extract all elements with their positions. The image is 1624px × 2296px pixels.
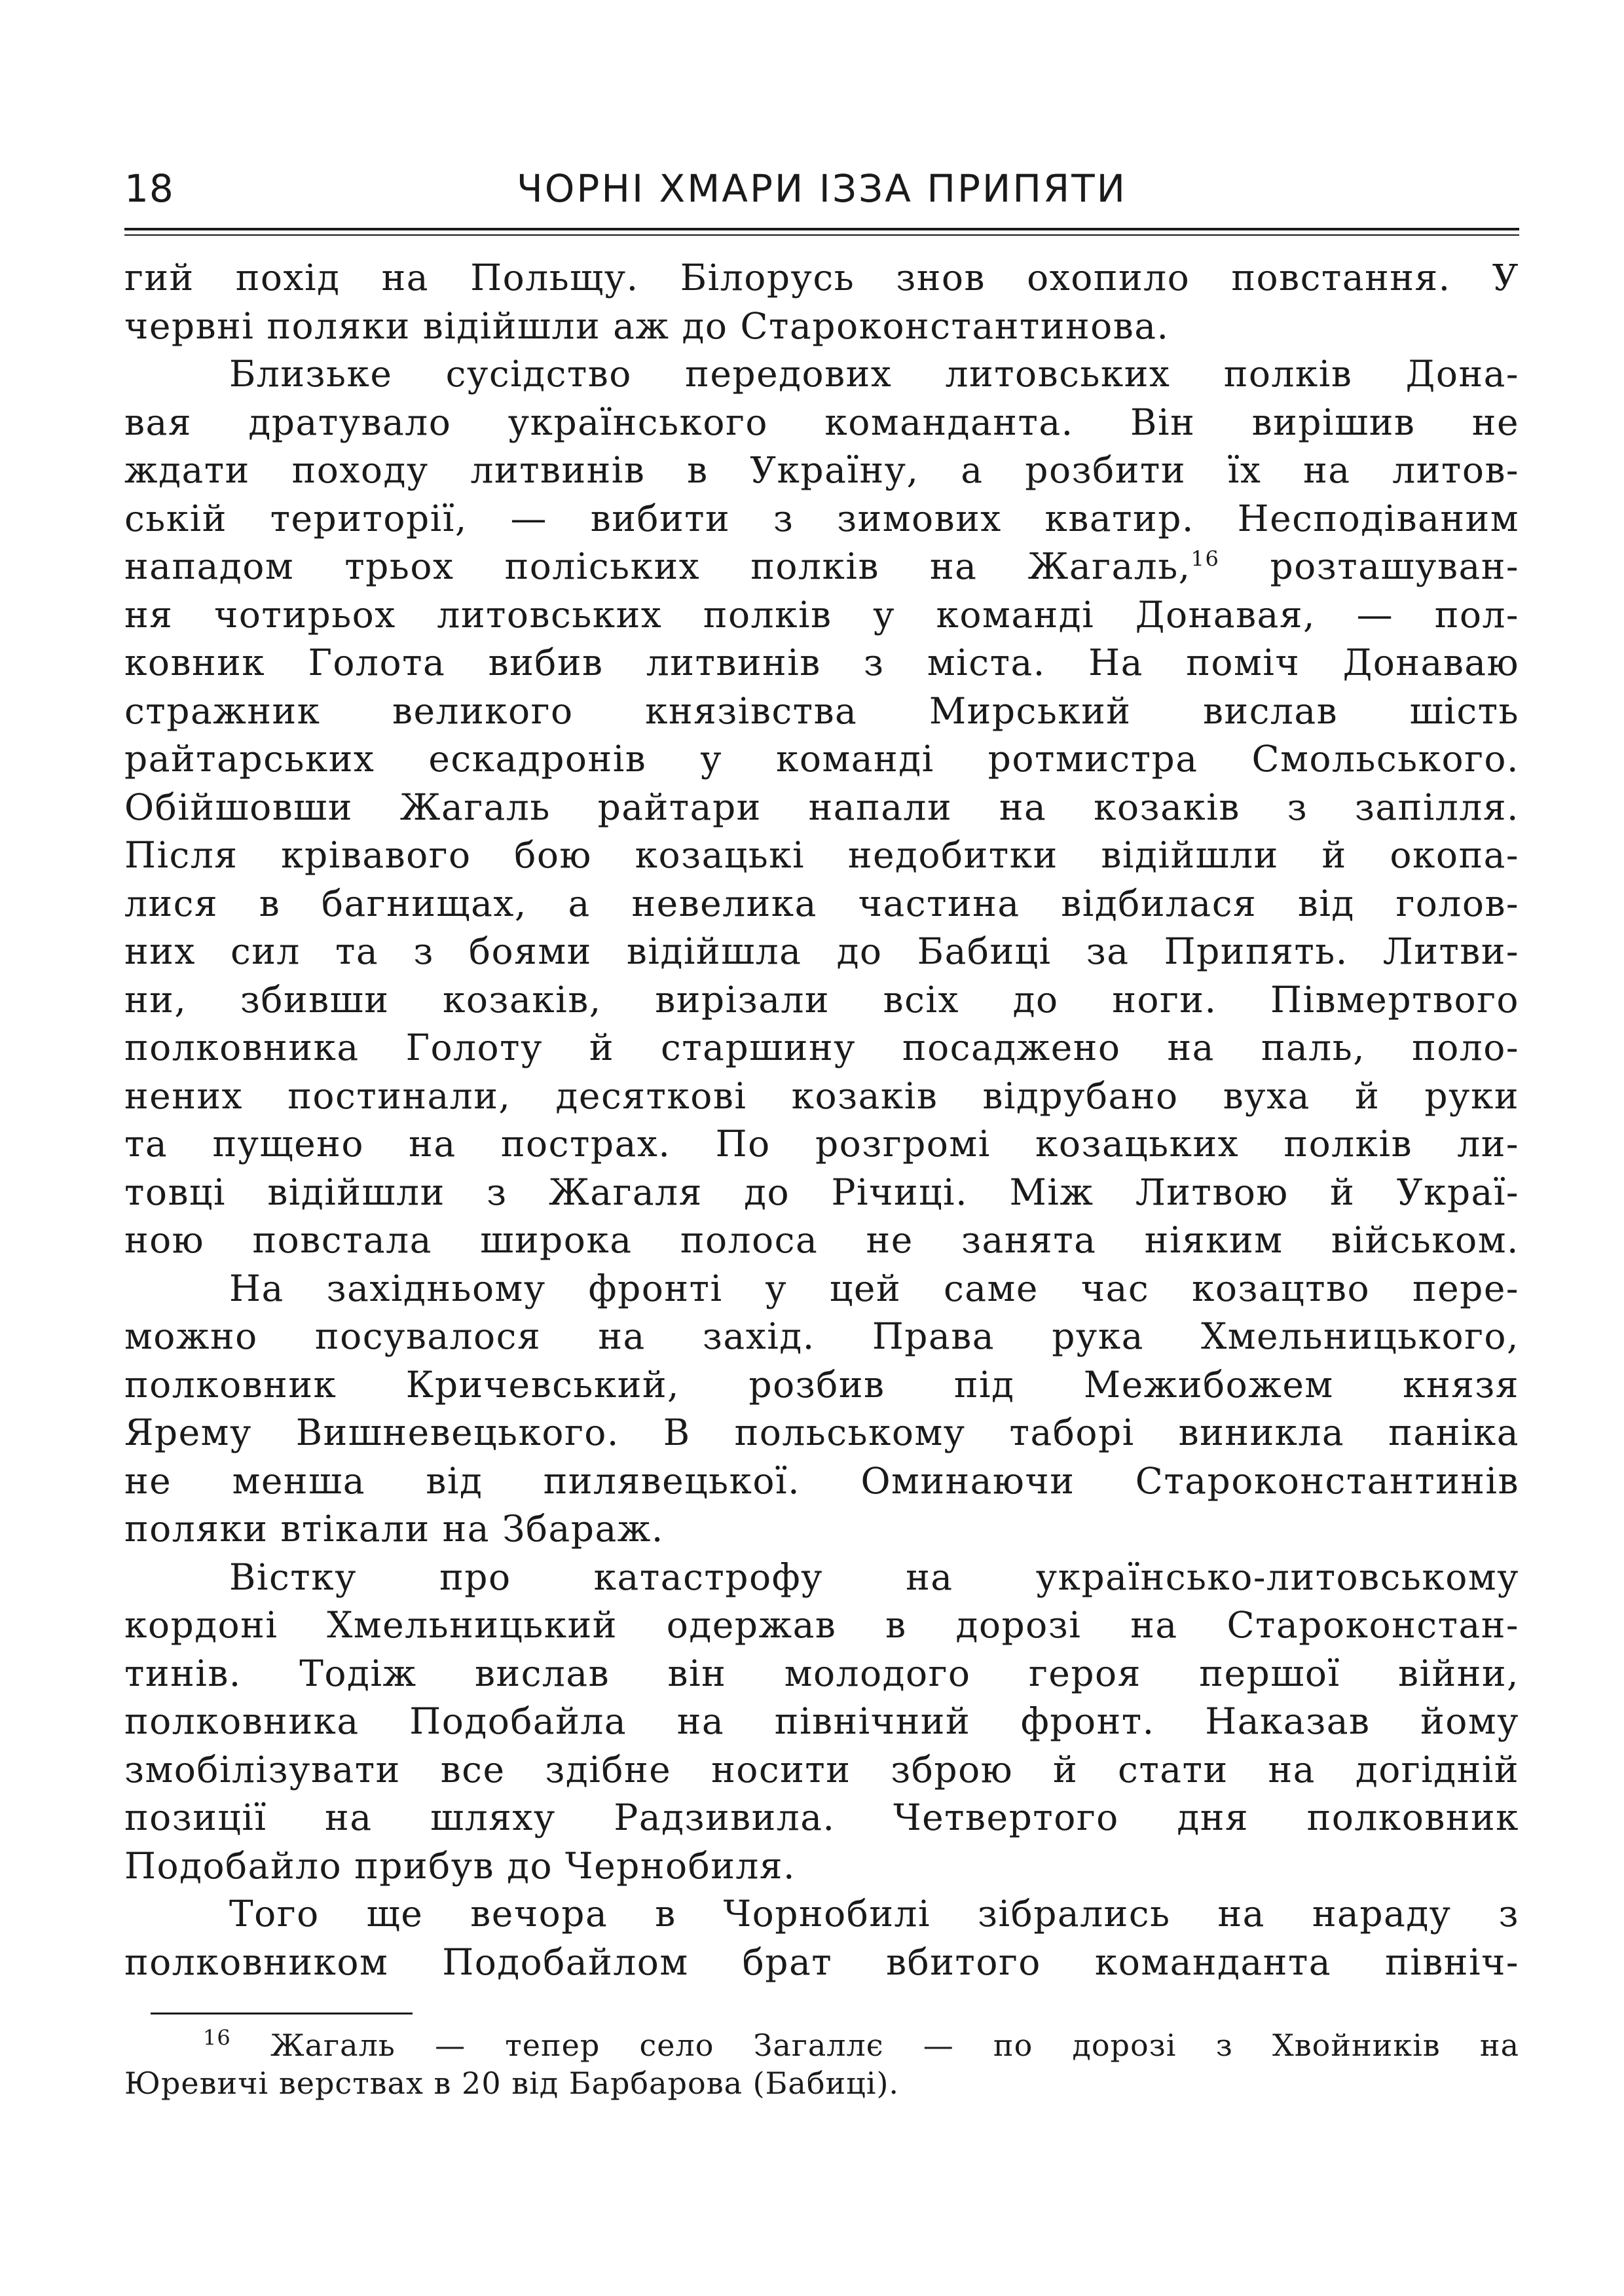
footnote [124,2026,1519,2102]
running-head [124,157,1519,223]
footnote-text: Юревичі верствах в 20 від Барбарова (Бабиці). [124,2066,900,2101]
text-segment: розташуван- [1219,545,1519,587]
text-line: Ярему Вишневецького. В польському таборі виникла паніка [124,1412,1519,1453]
text-line: позиції на шляху Радзивила. Четвертого дня полковник [124,1796,1519,1838]
text-line: стражник великого князівства Мирський вислав шість [124,689,1519,732]
footnote-reference[interactable]: 16 [1190,546,1220,572]
text-line: Того ще вечора в Чорнобилі зібрались на нараду з [229,1893,1519,1935]
text-line: не менша від пилявецької. Оминаючи Староконстантинів [124,1459,1519,1502]
text-line: полковником Подобайлом брат вбитого команданта північ- [124,1941,1519,1983]
text-line: полковника Подобайла на північний фронт. Наказав йому [124,1700,1519,1742]
text-line: поляки втікали на Збараж. [124,1508,664,1550]
body-text [124,254,1519,1986]
text-line: Вістку про катастрофу на українсько-литовському [229,1556,1519,1598]
text-line: ській території, — вибити з зимових кватир. Несподіваним [124,497,1519,539]
text-line: вая дратувало українського команданта. Він вирішив не [124,401,1519,443]
text-line: можно посувалося на захід. Права рука Хмельницького, [124,1315,1519,1357]
text-segment: нападом трьох поліських полків на Жагаль, [124,545,1191,587]
paragraph-5 [124,1890,1519,1986]
text-line: нених постинали, десяткові козаків відрубано вуха й руки [124,1074,1519,1117]
text-line: На західньому фронті у цей саме час козацтво пере- [229,1267,1519,1309]
paragraph-4 [124,1554,1519,1891]
paragraph-1 [124,254,1519,350]
paragraph-3 [124,1265,1519,1554]
text-line: гий похід на Польщу. Білорусь знов охопило повстання. У [124,257,1519,299]
header-rule [124,228,1519,236]
text-line: Подобайло прибув до Чернобиля. [124,1844,796,1887]
text-line: ждати походу литвинів в Україну, а розбити їх на литов- [124,449,1519,491]
footnote-text: Жагаль — тепер село Загаллє — по дорозі з Хвойників на [270,2028,1520,2063]
text-line: ни, збивши козаків, вирізали всіх до ноги. Півмертвого [124,978,1519,1021]
text-line: ня чотирьох литовських полків у команді Донавая, — пол- [124,593,1519,636]
book-page [124,157,1519,2102]
text-line: та пущено на пострах. По розгромі козацьких полків ли- [124,1123,1519,1165]
footnote-line [124,2026,1519,2064]
text-line: полковник Кричевський, розбив під Межибожем князя [124,1363,1519,1406]
page-number: 18 [124,166,174,211]
running-title: ЧОРНІ ХМАРИ ІЗЗА ПРИПЯТИ [516,166,1128,211]
text-line: райтарських ескадронів у команді ротмистра Смольського. [124,738,1519,780]
footnote-line [124,2064,1519,2102]
text-line: полковника Голоту й старшину посаджено на паль, поло- [124,1027,1519,1068]
text-line: змобілізувати все здібне носити зброю й стати на догідній [124,1748,1519,1791]
text-line: ною повстала широка полоса не занята ніяким військом. [124,1219,1519,1261]
text-line: червні поляки відійшли аж до Староконстантинова. [124,304,1170,347]
paragraph-2 [124,350,1519,1265]
text-line: Після крівавого бою козацькі недобитки відійшли й окопа- [124,834,1519,876]
text-line: тинів. Тодіж вислав він молодого героя першої війни, [124,1652,1519,1694]
text-line: лися в багнищах, а невелика частина відбилася від голов- [124,882,1519,924]
text-line: ковник Голота вибив литвинів з міста. На поміч Донаваю [124,642,1519,683]
text-line: товці відійшли з Жагаля до Річиці. Між Литвою й Украї- [124,1171,1519,1213]
text-line: них сил та з боями відійшла до Бабиці за Припять. Литви- [124,930,1519,972]
text-line: Обійшовши Жагаль райтари напали на козаків з запілля. [124,786,1519,828]
footnote-rule [151,2013,413,2014]
text-line [124,543,1519,591]
text-line: кордоні Хмельницький одержав в дорозі на Староконстан- [124,1604,1519,1646]
text-line: Близьке сусідство передових литовських полків Дона- [229,353,1519,395]
footnote-marker: 16 [203,2025,231,2050]
